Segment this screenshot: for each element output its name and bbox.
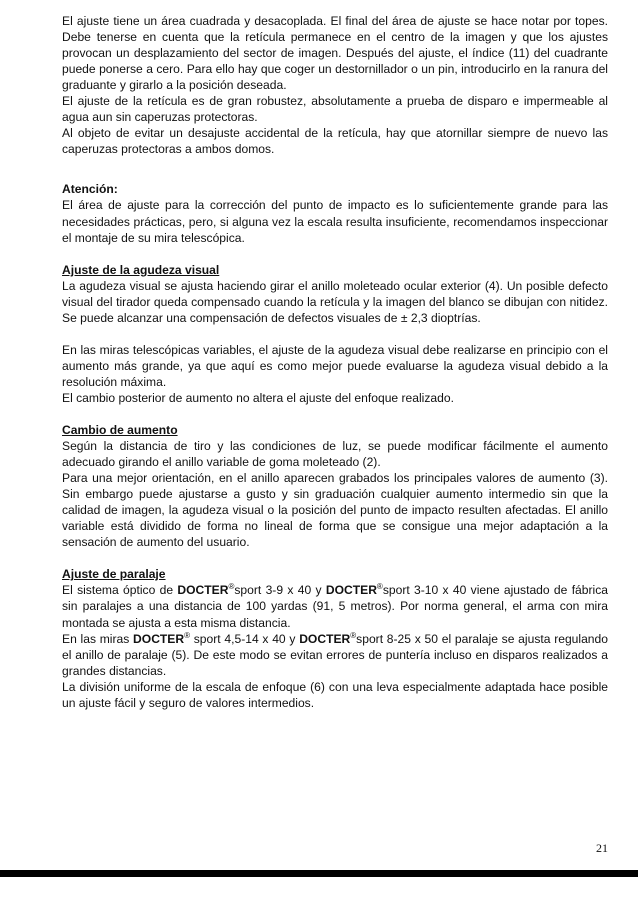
parallax-paragraph-2 [62, 631, 608, 679]
parallax-heading: Ajuste de paralaje [62, 567, 166, 582]
document-body [62, 13, 608, 711]
visual-acuity-paragraph-2: En las miras telescópicas variables, el ajuste de la agudeza visual debe realizarse en principio con el aumento más grande, ya que aquí es como mejor puede evaluarse la agudeza visual debido a la resolución máxima. [62, 342, 608, 389]
parallax-p1-text-b: sport 3-9 x 40 y [234, 583, 326, 598]
magnification-heading: Cambio de aumento [62, 422, 178, 437]
brand-name: DOCTER [177, 583, 229, 598]
parallax-p1-text-c: sport 3-10 x 40 viene ajustado de fábrica sin paralajes a una distancia de 100 yardas (91, 5 metros). Por norma general, el arma con mira montada se ajusta a esta misma distancia. [62, 583, 608, 630]
parallax-paragraph-3: La división uniforme de la escala de enfoque (6) con una leva especialmente adaptada hace posible un ajuste fácil y seguro de valores intermedios. [62, 679, 608, 710]
parallax-p2-text-a: En las miras [62, 631, 134, 646]
brand-name: DOCTER [299, 631, 351, 646]
parallax-p2-text-b: sport 4,5-14 x 40 y [190, 631, 300, 646]
registered-mark: ® [228, 582, 235, 592]
registered-mark: ® [184, 630, 191, 640]
parallax-p1-text-a: El sistema óptico de [62, 583, 178, 598]
magnification-paragraph-2: Para una mejor orientación, en el anillo aparecen grabados los principales valores de aumento (3). Sin embargo puede ajustarse a gusto y sin graduación cualquier aumento intermedio sin que la calidad de imagen, la agudeza visual o la posición del punto de impacto resulten afectadas. El anillo variable está dividido de forma no lineal de forma que se consigue una mejor adaptación a la sensación de aumento del usuario. [62, 471, 608, 550]
visual-acuity-heading: Ajuste de la agudeza visual [62, 262, 220, 277]
intro-paragraph-3: Al objeto de evitar un desajuste accidental de la retícula, hay que atornillar siempre de nuevo las caperuzas protectoras a ambos domos. [62, 126, 608, 157]
intro-paragraph-2: El ajuste de la retícula es de gran robustez, absolutamente a prueba de disparo e impermeable al agua aun sin caperuzas protectoras. [62, 94, 608, 125]
attention-heading: Atención: [62, 182, 118, 197]
registered-mark: ® [376, 582, 383, 592]
parallax-p2-text-c: sport 8-25 x 50 el paralaje se ajusta regulando el anillo de paralaje (5). De este modo se evitan errores de puntería incluso en disparos realizados a grandes distancias. [62, 631, 608, 678]
magnification-paragraph-1: Según la distancia de tiro y las condiciones de luz, se puede modificar fácilmente el aumento adecuado girando el anillo variable de goma moleteado (2). [62, 439, 608, 470]
intro-paragraph-1: El ajuste tiene un área cuadrada y desacoplada. El final del área de ajuste se hace notar por topes. Debe tenerse en cuenta que la retícula permanece en el centro de la imagen y que los ajustes provocan un desplazamiento del sector de imagen. Después del ajuste, el índice (11) del cuadrante puede ponerse a cero. Para ello hay que coger un destornillador o un pin, introducirlo en la ranura del graduante y girarlo a la posición deseada. [62, 14, 608, 93]
attention-text: El área de ajuste para la corrección del punto de impacto es lo suficientemente grande para las necesidades prácticas, pero, si alguna vez la escala resulta insuficiente, recomendamos inspeccionar el montaje de su mira telescópica. [62, 198, 608, 245]
parallax-paragraph-1 [62, 582, 608, 630]
visual-acuity-paragraph-1: La agudeza visual se ajusta haciendo girar el anillo moleteado ocular exterior (4). Un posible defecto visual del tirador queda compensado cuando la retícula y la imagen del blanco se dibujan con nitidez. Se puede alcanzar una compensación de defectos visuales de ± 2,3 dioptrías. [62, 278, 608, 325]
visual-acuity-paragraph-3: El cambio posterior de aumento no altera el ajuste del enfoque realizado. [62, 390, 454, 405]
registered-mark: ® [350, 630, 357, 640]
footer-bar [0, 870, 638, 877]
page-number: 21 [596, 841, 608, 855]
brand-name: DOCTER [325, 583, 377, 598]
brand-name: DOCTER [133, 631, 185, 646]
